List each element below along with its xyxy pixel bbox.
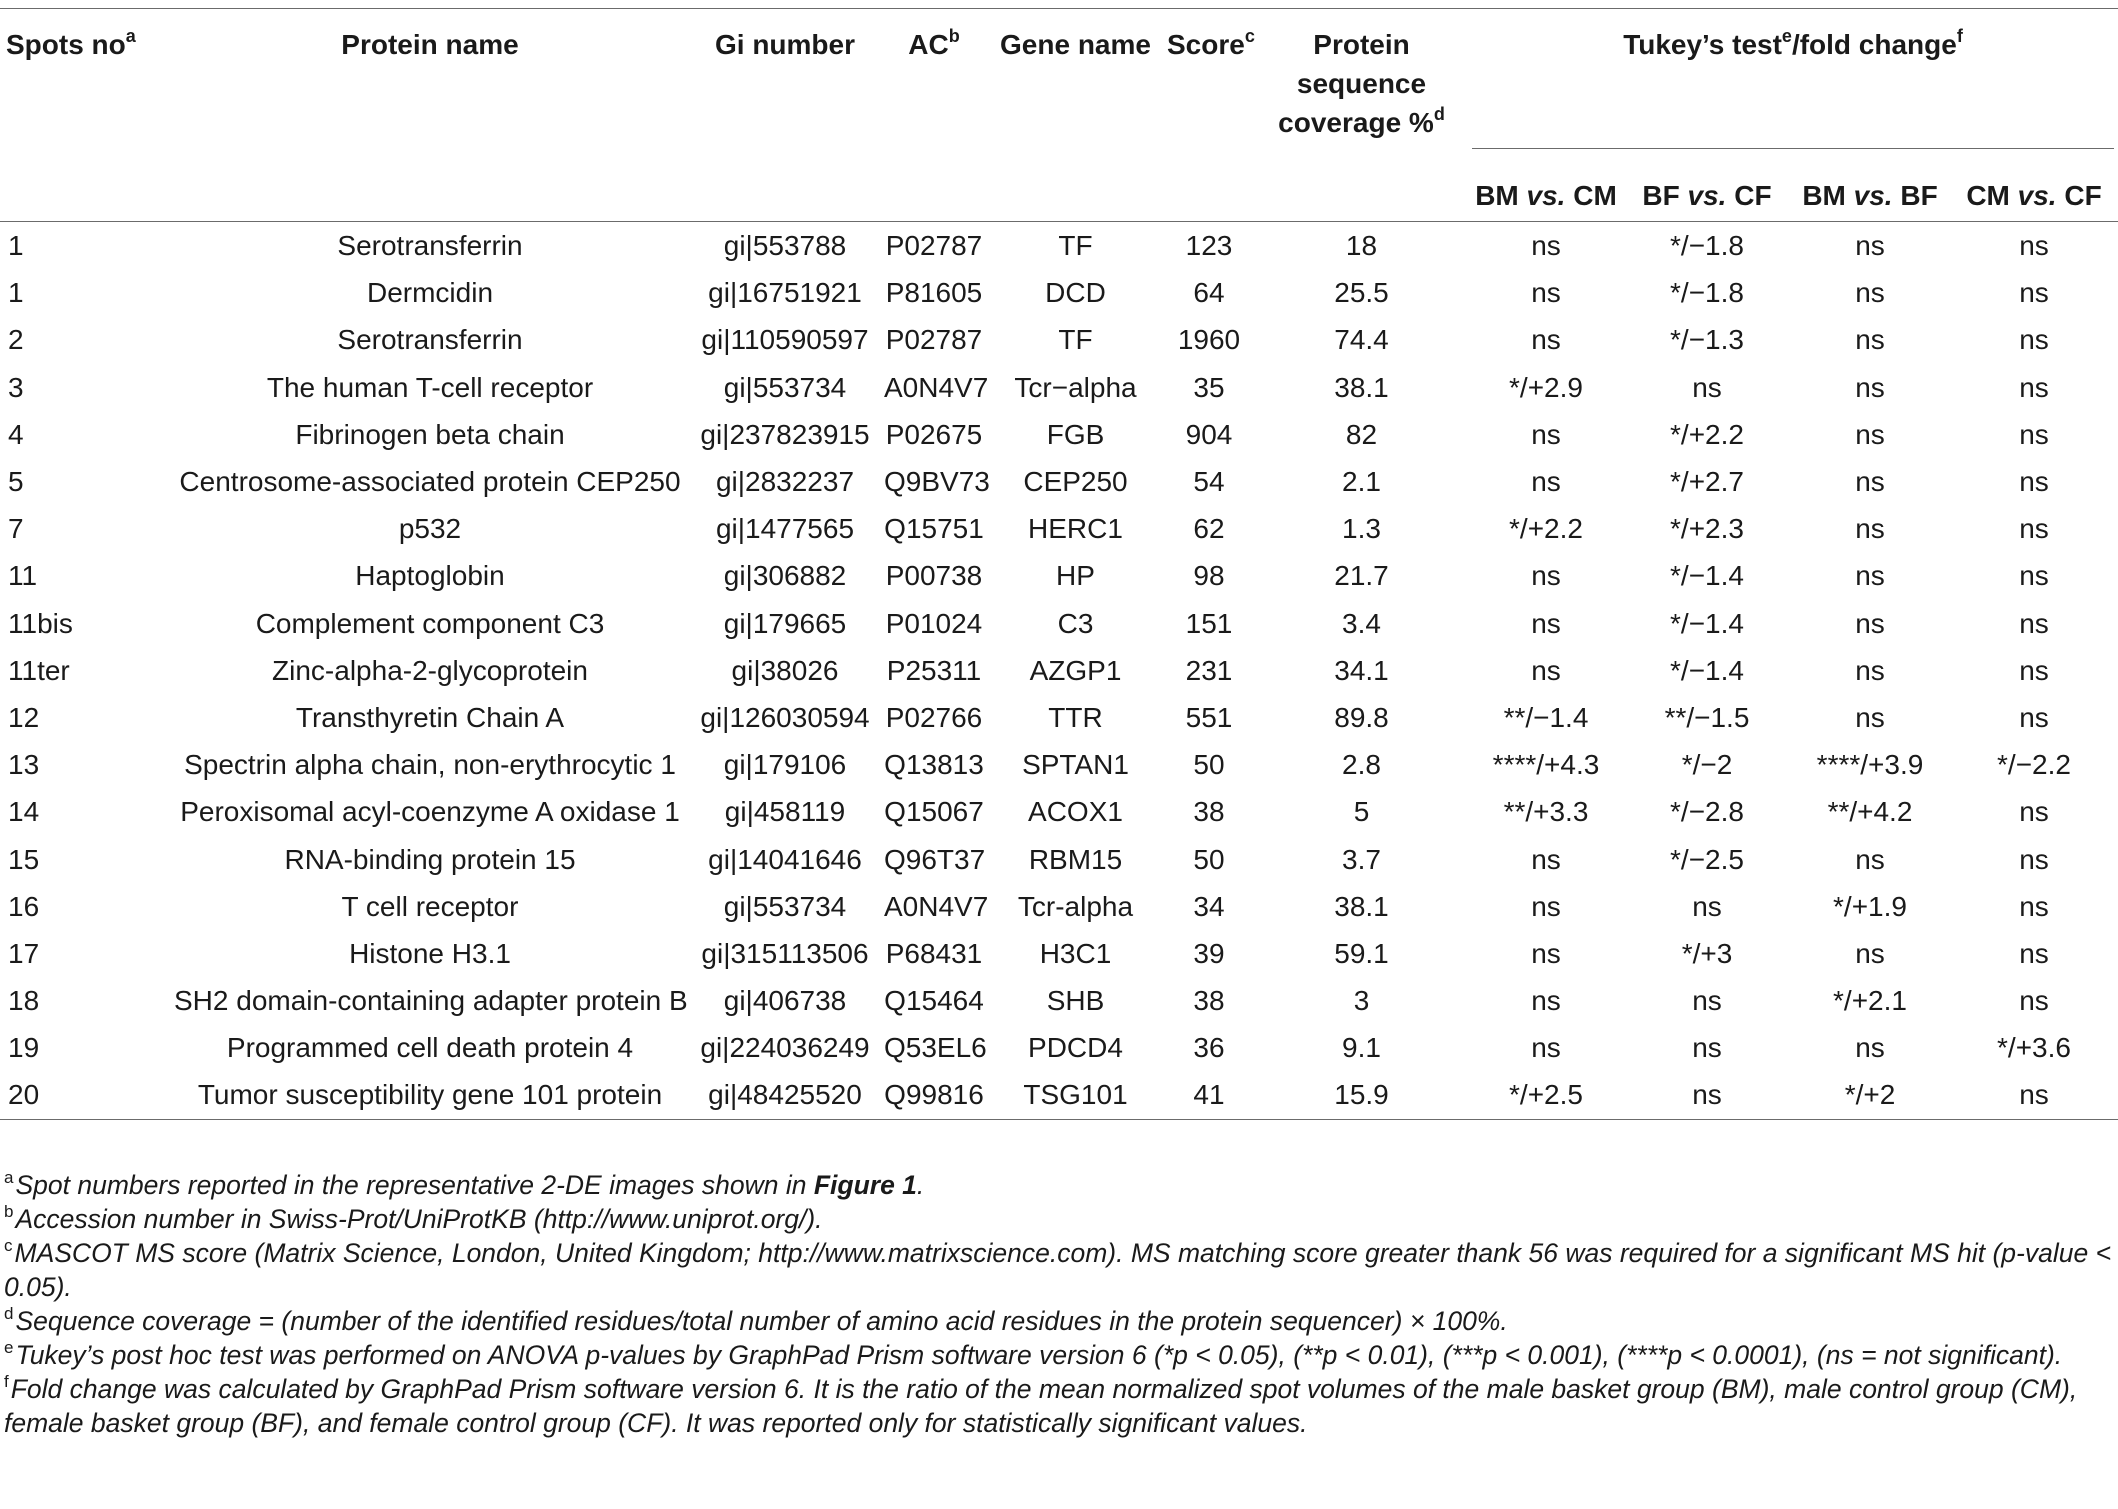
cell-score: 1960 (1177, 324, 1241, 356)
cell-score: 904 (1185, 418, 1233, 450)
cell-coverage: 89.8 (1334, 701, 1389, 733)
header-gi-number (690, 9, 880, 222)
cell-gi-number: gi|179665 (723, 607, 847, 639)
cell-bf-vs-cf: */−2 (1681, 749, 1733, 781)
cell-protein-name: Haptoglobin (355, 560, 505, 592)
cell-bf-vs-cf: **/−1.5 (1664, 701, 1750, 733)
footnote-b: $^b$Accession number in Swiss-Prot/UniProtKB (http://www.uniprot.org/). (4, 1202, 823, 1234)
cell-coverage: 2.1 (1342, 466, 1381, 498)
cell-spot-number: 4 (8, 418, 24, 450)
cell-score: 54 (1193, 466, 1225, 498)
cell-gene-name: SPTAN1 (1022, 749, 1129, 781)
cell-bm-vs-bf: ns (1855, 418, 1885, 450)
cell-bm-vs-cm: ns (1531, 324, 1561, 356)
table-row (0, 269, 2118, 316)
header-comparison-bm-cm: BM vs. CM (1468, 149, 1624, 222)
cell-coverage: 3.7 (1342, 843, 1381, 875)
cell-gi-number: gi|458119 (724, 796, 846, 828)
header-score (1163, 9, 1255, 222)
cell-accession: Q13813 (884, 749, 984, 781)
cell-bm-vs-cm: ns (1531, 843, 1561, 875)
cell-spot-number: 15 (8, 843, 40, 875)
cell-score: 34 (1193, 890, 1225, 922)
cell-gene-name: HERC1 (1028, 513, 1123, 545)
cell-score: 50 (1193, 843, 1225, 875)
cell-bm-vs-cm: ns (1531, 277, 1561, 309)
table-row (0, 411, 2118, 458)
header-gi-label: Gi number (714, 29, 855, 60)
header-tukey-fold: /fold change (1791, 29, 1957, 60)
footnote-f: $^f$Fold change was calculated by GraphPad Prism software version 6. It is the ratio of the mean normalized spot volumes of the male basket group (BM), male control group (CM), female basket group (BF), and female control group (CF). It was reported only for statistically significant values. (4, 1372, 2078, 1438)
cell-protein-name: The human T-cell receptor (266, 371, 594, 403)
cell-protein-name: Transthyretin Chain A (295, 701, 565, 733)
cell-bf-vs-cf: ns (1692, 985, 1722, 1017)
cell-spot-number: 17 (8, 937, 40, 969)
cell-protein-name: Histone H3.1 (349, 937, 511, 969)
cell-bm-vs-cm: */+2.9 (1509, 371, 1583, 403)
header-ac-sup: b (948, 25, 960, 46)
cell-bm-vs-bf: ns (1855, 843, 1885, 875)
cell-bm-vs-cm: ns (1531, 607, 1561, 639)
cell-accession: A0N4V7 (884, 371, 989, 403)
cell-cm-vs-cf: ns (2019, 843, 2049, 875)
cell-bm-vs-bf: ns (1855, 654, 1885, 686)
cell-bm-vs-bf: ns (1855, 277, 1885, 309)
cell-gene-name: TSG101 (988, 1071, 1163, 1119)
table-row (0, 694, 2118, 741)
cell-gene-name: DCD (1045, 277, 1106, 309)
cell-cm-vs-cf: ns (2019, 324, 2049, 356)
table-row (0, 977, 2118, 1024)
cell-protein-name: Serotransferrin (337, 230, 523, 262)
cell-accession: P02675 (885, 418, 983, 450)
table-row (0, 316, 2118, 363)
footnote-e: $^e$Tukey’s post hoc test was performed on ANOVA p-values by GraphPad Prism software version 6 (*p < 0.05), (**p < 0.01), (***p < 0.001), (****p < 0.0001), (ns = not significant). (4, 1338, 2063, 1370)
header-gene-label: Gene name (1000, 29, 1151, 60)
cell-bm-vs-cm: ****/+4.3 (1492, 749, 1600, 781)
cell-gene-name: FGB (1046, 418, 1105, 450)
cell-bf-vs-cf: */−1.4 (1670, 607, 1744, 639)
cell-gene-name: TF (1058, 230, 1093, 262)
cell-spot-number: 20 (0, 1071, 170, 1119)
cell-coverage: 2.8 (1342, 749, 1381, 781)
header-protein-name (170, 9, 690, 222)
cell-cm-vs-cf: ns (2019, 277, 2049, 309)
cell-gi-number: gi|553734 (723, 890, 847, 922)
cell-protein-name: Peroxisomal acyl-coenzyme A oxidase 1 (180, 796, 680, 828)
table-row (0, 788, 2118, 835)
cell-gene-name: HP (1056, 560, 1095, 592)
cell-accession: P81605 (885, 277, 983, 309)
cell-gene-name: ACOX1 (1028, 796, 1123, 828)
cell-cm-vs-cf: ns (2019, 985, 2049, 1017)
cell-cm-vs-cf: ns (2019, 230, 2049, 262)
cell-gene-name: AZGP1 (1029, 654, 1122, 686)
cell-bm-vs-cm: ns (1531, 654, 1561, 686)
cell-bm-vs-bf: ****/+3.9 (1816, 749, 1924, 781)
cell-spot-number: 11 (8, 560, 38, 592)
cell-gi-number: gi|48425520 (690, 1071, 880, 1119)
header-score-sup: c (1244, 25, 1255, 46)
cell-coverage: 59.1 (1334, 937, 1389, 969)
cell-accession: Q15067 (884, 796, 984, 828)
cell-gene-name: C3 (1057, 607, 1094, 639)
cell-spot-number: 11bis (8, 607, 73, 639)
cell-bf-vs-cf: */−2.8 (1670, 796, 1744, 828)
cell-bm-vs-cm: ns (1531, 230, 1561, 262)
cell-cm-vs-cf: ns (2019, 560, 2049, 592)
cell-cm-vs-cf: ns (2019, 513, 2049, 545)
header-spots-label: Spots no (6, 29, 126, 60)
cell-gi-number: gi|224036249 (700, 1032, 870, 1064)
cell-protein-name: RNA-binding protein 15 (284, 843, 576, 875)
cell-gi-number: gi|306882 (723, 560, 847, 592)
cell-protein-name: Complement component C3 (255, 607, 605, 639)
table-row (0, 930, 2118, 977)
cell-bm-vs-cm: ns (1531, 560, 1561, 592)
cell-spot-number: 12 (8, 701, 40, 733)
cell-score: 231 (1185, 654, 1233, 686)
cell-gi-number: gi|126030594 (700, 701, 870, 733)
cell-accession: P02787 (885, 324, 983, 356)
cell-bm-vs-bf: ns (1855, 466, 1885, 498)
cell-score: 123 (1185, 230, 1233, 262)
table-row (0, 1071, 2118, 1119)
cell-bm-vs-bf: **/+4.2 (1827, 796, 1913, 828)
cell-accession: P01024 (885, 607, 983, 639)
table-row (0, 600, 2118, 647)
cell-score: 38 (1193, 796, 1225, 828)
cell-spot-number: 13 (8, 749, 40, 781)
header-tukey (1468, 9, 2118, 150)
cell-bm-vs-bf: ns (1855, 560, 1885, 592)
cell-protein-name: Spectrin alpha chain, non-erythrocytic 1 (184, 749, 676, 781)
cell-protein-name: T cell receptor (341, 890, 519, 922)
cell-bm-vs-bf: */+2 (1790, 1071, 1950, 1119)
table-row (0, 505, 2118, 552)
cell-coverage: 82 (1345, 418, 1378, 450)
header-spots-sup: a (125, 25, 136, 46)
header-ac (880, 9, 988, 222)
cell-gi-number: gi|110590597 (701, 324, 869, 356)
cell-score: 62 (1193, 513, 1225, 545)
cell-gene-name: SHB (1046, 985, 1105, 1017)
cell-bm-vs-bf: ns (1855, 701, 1885, 733)
cell-bm-vs-bf: ns (1855, 371, 1885, 403)
cell-protein-name: p532 (398, 513, 462, 545)
cell-gene-name: CEP250 (1023, 466, 1128, 498)
header-comparison-cm-cf: CM vs. CF (1950, 149, 2118, 222)
cell-gi-number: gi|315113506 (701, 937, 869, 969)
header-ac-label: AC (908, 29, 949, 60)
cell-cm-vs-cf: ns (1950, 1071, 2118, 1119)
header-spots (0, 9, 170, 222)
cell-gi-number: gi|16751921 (708, 277, 862, 309)
cell-bm-vs-bf: ns (1855, 937, 1885, 969)
cell-gi-number: gi|179106 (723, 749, 847, 781)
cell-bm-vs-cm: ns (1531, 890, 1561, 922)
footnote-c: $^c$MASCOT MS score (Matrix Science, London, United Kingdom; http://www.matrixscience.com). MS matching score greater thank 56 was required for a significant MS hit (p-value < 0.05). (4, 1236, 2112, 1302)
cell-score: 50 (1193, 749, 1225, 781)
cell-score: 151 (1185, 607, 1233, 639)
cell-coverage: 34.1 (1334, 654, 1389, 686)
cell-accession: Q9BV73 (884, 466, 990, 498)
header-coverage-line3: coverage % (1278, 107, 1434, 138)
cell-gi-number: gi|1477565 (715, 513, 855, 545)
cell-bm-vs-cm: ns (1531, 937, 1561, 969)
header-comparison-bm-bf: BM vs. BF (1790, 149, 1950, 222)
cell-accession: P02787 (885, 230, 983, 262)
cell-coverage: 3 (1353, 985, 1370, 1017)
cell-spot-number: 14 (8, 796, 40, 828)
cell-coverage: 15.9 (1255, 1071, 1468, 1119)
table-row (0, 458, 2118, 505)
cell-gi-number: gi|406738 (723, 985, 847, 1017)
cell-coverage: 3.4 (1342, 607, 1381, 639)
cell-bf-vs-cf: */−1.3 (1670, 324, 1744, 356)
header-tukey-label: Tukey’s test (1623, 29, 1782, 60)
cell-cm-vs-cf: ns (2019, 371, 2049, 403)
cell-spot-number: 11ter (8, 654, 70, 686)
cell-spot-number: 16 (8, 890, 40, 922)
table-row (0, 552, 2118, 599)
cell-score: 35 (1193, 371, 1225, 403)
cell-coverage: 25.5 (1334, 277, 1389, 309)
cell-bm-vs-cm: ns (1531, 466, 1561, 498)
cell-spot-number: 3 (8, 371, 24, 403)
cell-protein-name: Tumor susceptibility gene 101 protein (170, 1071, 690, 1119)
table-body (0, 222, 2118, 1120)
figure-reference: Figure 1 (813, 1170, 917, 1200)
table-row (0, 741, 2118, 788)
cell-accession: P25311 (886, 654, 982, 686)
cell-coverage: 21.7 (1334, 560, 1389, 592)
table-row (0, 1024, 2118, 1071)
cell-spot-number: 1 (8, 277, 24, 309)
cell-accession: Q99816 (880, 1071, 988, 1119)
cell-accession: Q96T37 (884, 843, 986, 875)
cell-gi-number: gi|38026 (731, 654, 839, 686)
cell-accession: Q15751 (884, 513, 984, 545)
cell-bm-vs-cm: ns (1531, 1032, 1561, 1064)
protein-table (0, 8, 2118, 1120)
cell-bm-vs-cm: */+2.2 (1509, 513, 1583, 545)
cell-gi-number: gi|553788 (723, 230, 847, 262)
footnote-a: $^a$Spot numbers reported in the representative 2-DE images shown in Figure 1. (4, 1168, 925, 1200)
cell-coverage: 38.1 (1334, 371, 1389, 403)
cell-spot-number: 1 (8, 230, 24, 262)
cell-bf-vs-cf: */−2.5 (1670, 843, 1744, 875)
header-protein-name-label: Protein name (341, 29, 519, 60)
cell-gene-name: TTR (1048, 701, 1103, 733)
cell-bf-vs-cf: */+2.7 (1670, 466, 1744, 498)
cell-score: 64 (1193, 277, 1225, 309)
cell-cm-vs-cf: ns (2019, 418, 2049, 450)
cell-bf-vs-cf: */+2.2 (1670, 418, 1744, 450)
cell-score: 36 (1193, 1032, 1225, 1064)
header-score-label: Score (1167, 29, 1245, 60)
cell-bm-vs-cm: **/+3.3 (1503, 796, 1589, 828)
header-coverage (1255, 9, 1468, 222)
cell-bf-vs-cf: */−1.8 (1670, 230, 1744, 262)
table-row (0, 647, 2118, 694)
cell-coverage: 5 (1353, 796, 1370, 828)
cell-bm-vs-bf: ns (1855, 324, 1885, 356)
header-coverage-line1: Protein (1313, 29, 1410, 60)
cell-gi-number: gi|2832237 (715, 466, 855, 498)
cell-cm-vs-cf: ns (2019, 466, 2049, 498)
header-tukey-sup-e: e (1781, 25, 1792, 46)
cell-coverage: 9.1 (1342, 1032, 1381, 1064)
cell-gi-number: gi|237823915 (700, 418, 870, 450)
cell-bf-vs-cf: ns (1692, 1032, 1722, 1064)
cell-score: 98 (1193, 560, 1225, 592)
cell-bm-vs-bf: ns (1855, 1032, 1885, 1064)
cell-accession: Q15464 (884, 985, 984, 1017)
cell-score: 551 (1185, 701, 1233, 733)
cell-cm-vs-cf: ns (2019, 654, 2049, 686)
cell-bm-vs-bf: */+2.1 (1833, 985, 1907, 1017)
cell-bf-vs-cf: */−1.8 (1670, 277, 1744, 309)
cell-accession: Q53EL6 (884, 1032, 987, 1064)
cell-bm-vs-cm: **/−1.4 (1503, 701, 1589, 733)
cell-spot-number: 18 (8, 985, 40, 1017)
header-coverage-line2: sequence (1296, 68, 1427, 99)
cell-cm-vs-cf: ns (2019, 607, 2049, 639)
cell-bf-vs-cf: ns (1624, 1071, 1790, 1119)
cell-cm-vs-cf: ns (2019, 796, 2049, 828)
cell-bm-vs-cm: ns (1531, 418, 1561, 450)
cell-gene-name: TF (1058, 324, 1093, 356)
cell-bf-vs-cf: ns (1692, 371, 1722, 403)
cell-score: 39 (1193, 937, 1225, 969)
table-row (0, 222, 2118, 270)
header-tukey-sup-f: f (1956, 25, 1963, 46)
cell-bm-vs-cm: ns (1531, 985, 1561, 1017)
cell-bf-vs-cf: */+3 (1681, 937, 1733, 969)
cell-spot-number: 7 (8, 513, 24, 545)
cell-cm-vs-cf: ns (2019, 937, 2049, 969)
cell-bm-vs-cm: */+2.5 (1468, 1071, 1624, 1119)
cell-cm-vs-cf: ns (2019, 890, 2049, 922)
cell-cm-vs-cf: ns (2019, 701, 2049, 733)
cell-bm-vs-bf: ns (1855, 607, 1885, 639)
table-header (0, 9, 2118, 222)
cell-gi-number: gi|553734 (723, 371, 847, 403)
cell-protein-name: SH2 domain-containing adapter protein B (174, 985, 688, 1017)
table-row (0, 364, 2118, 411)
cell-bf-vs-cf: */−1.4 (1670, 654, 1744, 686)
cell-bm-vs-bf: ns (1855, 513, 1885, 545)
cell-protein-name: Zinc-alpha-2-glycoprotein (272, 654, 588, 686)
cell-bm-vs-bf: ns (1855, 230, 1885, 262)
table-row (0, 835, 2118, 882)
cell-gene-name: Tcr-alpha (1017, 890, 1134, 922)
cell-bm-vs-bf: */+1.9 (1833, 890, 1907, 922)
cell-protein-name: Dermcidin (366, 277, 494, 309)
table-row (0, 883, 2118, 930)
cell-gene-name: PDCD4 (1028, 1032, 1123, 1064)
cell-bf-vs-cf: ns (1692, 890, 1722, 922)
cell-protein-name: Centrosome-associated protein CEP250 (179, 466, 681, 498)
cell-score: 41 (1163, 1071, 1255, 1119)
cell-spot-number: 19 (8, 1032, 40, 1064)
header-comparison-bf-cf: BF vs. CF (1624, 149, 1790, 222)
cell-coverage: 18 (1345, 230, 1378, 262)
cell-cm-vs-cf: */−2.2 (1997, 749, 2071, 781)
cell-coverage: 74.4 (1334, 324, 1389, 356)
cell-cm-vs-cf: */+3.6 (1997, 1032, 2071, 1064)
cell-coverage: 38.1 (1334, 890, 1389, 922)
cell-bf-vs-cf: */−1.4 (1670, 560, 1744, 592)
cell-accession: P02766 (885, 701, 983, 733)
cell-accession: P68431 (885, 937, 983, 969)
cell-protein-name: Programmed cell death protein 4 (226, 1032, 634, 1064)
cell-coverage: 1.3 (1342, 513, 1381, 545)
cell-protein-name: Fibrinogen beta chain (295, 418, 565, 450)
footnote-d: $^d$Sequence coverage = (number of the identified residues/total number of amino acid residues in the protein sequencer) × 100%. (4, 1304, 1508, 1336)
cell-gene-name: H3C1 (1039, 937, 1112, 969)
cell-accession: A0N4V7 (884, 890, 989, 922)
cell-accession: P00738 (885, 560, 983, 592)
cell-bf-vs-cf: */+2.3 (1670, 513, 1744, 545)
cell-protein-name: Serotransferrin (337, 324, 523, 356)
cell-gi-number: gi|14041646 (708, 843, 862, 875)
cell-spot-number: 5 (8, 466, 24, 498)
header-gene-name (988, 9, 1163, 222)
cell-gene-name: RBM15 (1028, 843, 1123, 875)
footnotes (4, 1168, 2112, 1440)
header-coverage-sup: d (1433, 103, 1445, 124)
cell-spot-number: 2 (8, 324, 24, 356)
cell-score: 38 (1193, 985, 1225, 1017)
cell-gene-name: Tcr−alpha (1014, 371, 1137, 403)
